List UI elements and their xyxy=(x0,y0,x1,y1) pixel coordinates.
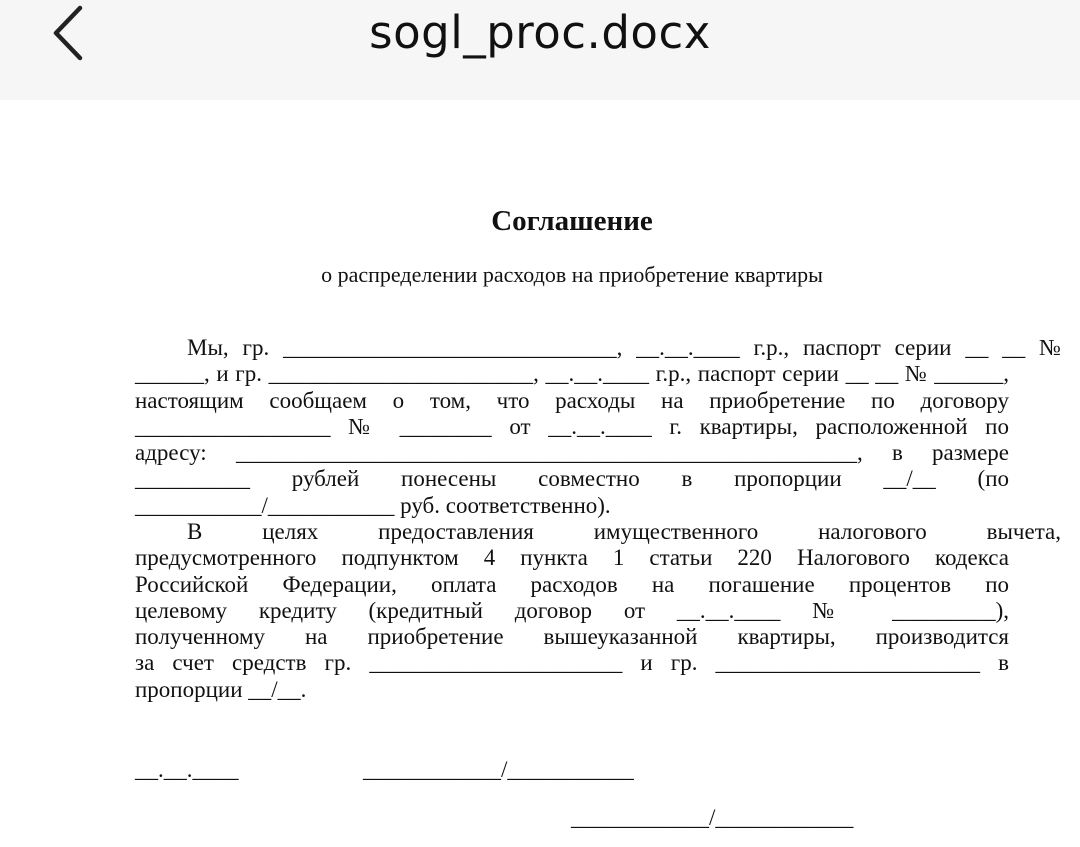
paragraph-parties xyxy=(135,335,1061,519)
chevron-left-icon xyxy=(48,2,88,64)
text-line: Российской Федерации, оплата расходов на погашение процентов по xyxy=(135,571,1009,597)
paragraph-deduction xyxy=(135,519,1061,703)
text-line: пропорции __/__. xyxy=(135,676,307,702)
text-line: _________________ № ________ от __.__.____ г. квартиры, расположенной по xyxy=(135,413,1009,439)
signature-line-2: ____________/____________ xyxy=(571,805,854,830)
text-line: целевому кредиту (кредитный договор от __.__.____ № _________), xyxy=(135,597,1009,623)
text-line: Мы, гр. _____________________________, __.__.____ г.р., паспорт серии __ __ № xyxy=(187,335,1061,360)
document-title: sogl_proc.docx xyxy=(369,6,711,59)
text-line: полученному на приобретение вышеуказанной квартиры, производится xyxy=(135,624,1009,650)
text-line: за счет средств гр. ______________________ и гр. _______________________ в xyxy=(135,650,1009,676)
text-line: ______, и гр. _______________________, __.__.____ г.р., паспорт серии __ __ № ______, xyxy=(135,361,1009,387)
signature-line-1: ____________/___________ xyxy=(363,757,634,782)
text-line: В целях предоставления имущественного налогового вычета, xyxy=(187,519,1061,544)
text-line: предусмотренного подпунктом 4 пункта 1 статьи 220 Налогового кодекса xyxy=(135,545,1009,571)
text-line: настоящим сообщаем о том, что расходы на приобретение по договору xyxy=(135,387,1009,413)
text-line: адресу: ______________________________________________________, в размере xyxy=(135,440,1009,466)
document-heading: Соглашение xyxy=(491,205,653,237)
document-subheading: о распределении расходов на приобретение квартиры xyxy=(321,262,823,287)
top-bar xyxy=(0,0,1080,100)
text-line: __________ рублей понесены совместно в пропорции __/__ (по xyxy=(135,466,1009,492)
signature-date: __.__.____ xyxy=(135,757,239,782)
text-line: ___________/___________ руб. соответственно). xyxy=(135,492,611,518)
back-button[interactable] xyxy=(38,2,98,64)
